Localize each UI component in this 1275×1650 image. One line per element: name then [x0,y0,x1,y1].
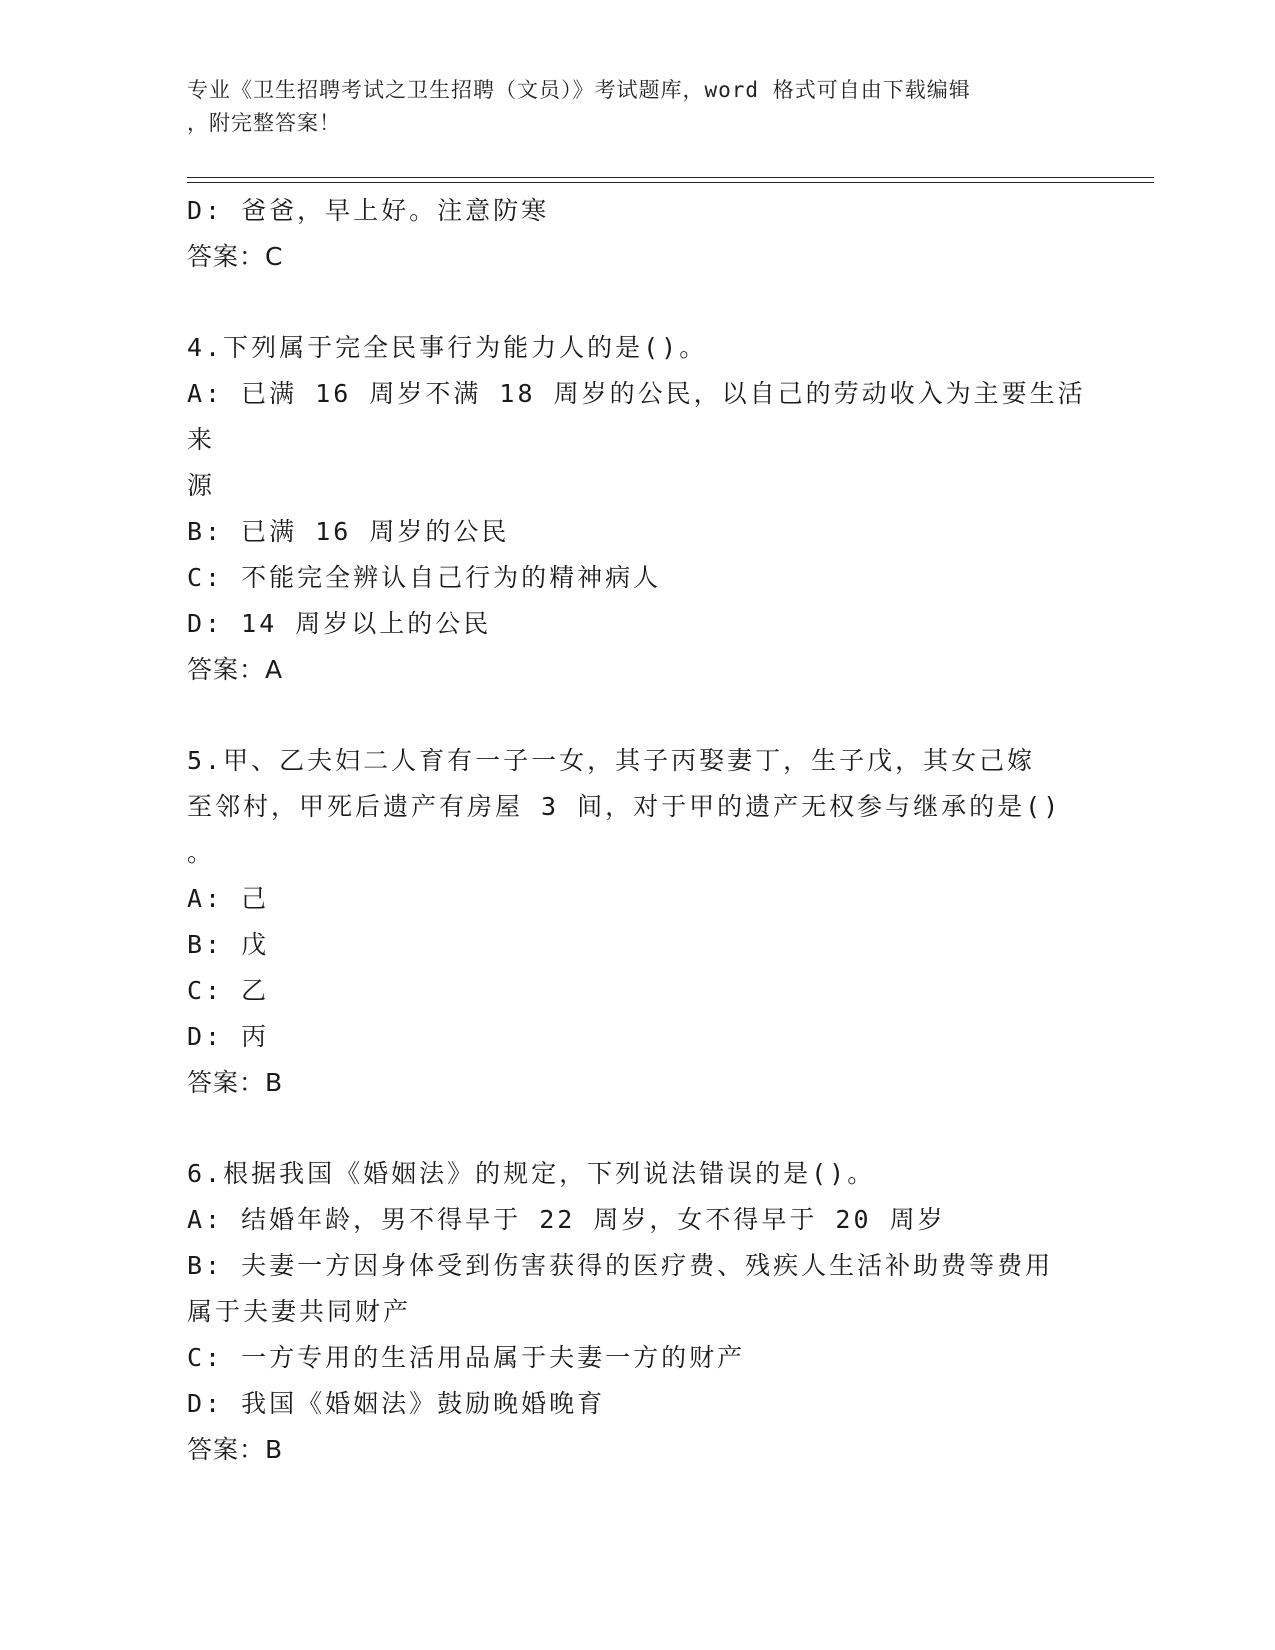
question-list [187,188,1087,1473]
option-b: B: 戊 [187,930,270,959]
option-d: D: 丙 [187,1022,270,1051]
question-4 [187,325,1087,693]
option-c: C: 不能完全辨认自己行为的精神病人 [187,563,662,592]
option-c: C: 一方专用的生活用品属于夫妻一方的财产 [187,1343,746,1372]
question-stem: 4.下列属于完全民事行为能力人的是()。 [187,333,708,362]
question-3-tail [187,188,1087,280]
question-stem: 6.根据我国《婚姻法》的规定，下列说法错误的是()。 [187,1159,876,1188]
document-header [187,74,1067,140]
question-stem-end: 。 [187,838,216,867]
spacer [187,693,1087,738]
option-a: A: 结婚年龄，男不得早于 22 周岁，女不得早于 20 周岁 [187,1205,946,1234]
question-stem-continued: 至邻村，甲死后遗产有房屋 3 间，对于甲的遗产无权参与继承的是() [187,792,1062,821]
question-6 [187,1151,1087,1473]
question-stem: 5.甲、乙夫妇二人育有一子一女，其子丙娶妻丁，生子戊，其女己嫁 [187,746,1036,775]
option-a: A: 己 [187,884,270,913]
header-rule-top [187,177,1154,178]
header-rule-bottom [187,182,1154,183]
answer: 答案：A [187,655,284,684]
question-5 [187,738,1087,1106]
option-d: D: 14 周岁以上的公民 [187,609,492,638]
header-line-2: ，附完整答案！ [187,111,341,135]
answer: 答案：B [187,1068,284,1097]
spacer [187,1106,1087,1151]
answer: 答案：B [187,1435,284,1464]
option-b: B: 夫妻一方因身体受到伤害获得的医疗费、残疾人生活补助费等费用 [187,1251,1054,1280]
option-d: D: 我国《婚姻法》鼓励晚婚晚育 [187,1389,606,1418]
option-b: B: 已满 16 周岁的公民 [187,517,510,546]
option-a-continued: 源 [187,471,216,500]
spacer [187,280,1087,325]
header-line-1: 专业《卫生招聘考试之卫生招聘（文员）》考试题库，word 格式可自由下载编辑 [187,78,971,102]
option-d: D: 爸爸，早上好。注意防寒 [187,196,550,225]
option-b-continued: 属于夫妻共同财产 [187,1297,412,1326]
option-c: C: 乙 [187,976,270,1005]
answer: 答案：C [187,242,284,271]
option-a: A: 已满 16 周岁不满 18 周岁的公民，以自己的劳动收入为主要生活来 [187,379,1086,454]
